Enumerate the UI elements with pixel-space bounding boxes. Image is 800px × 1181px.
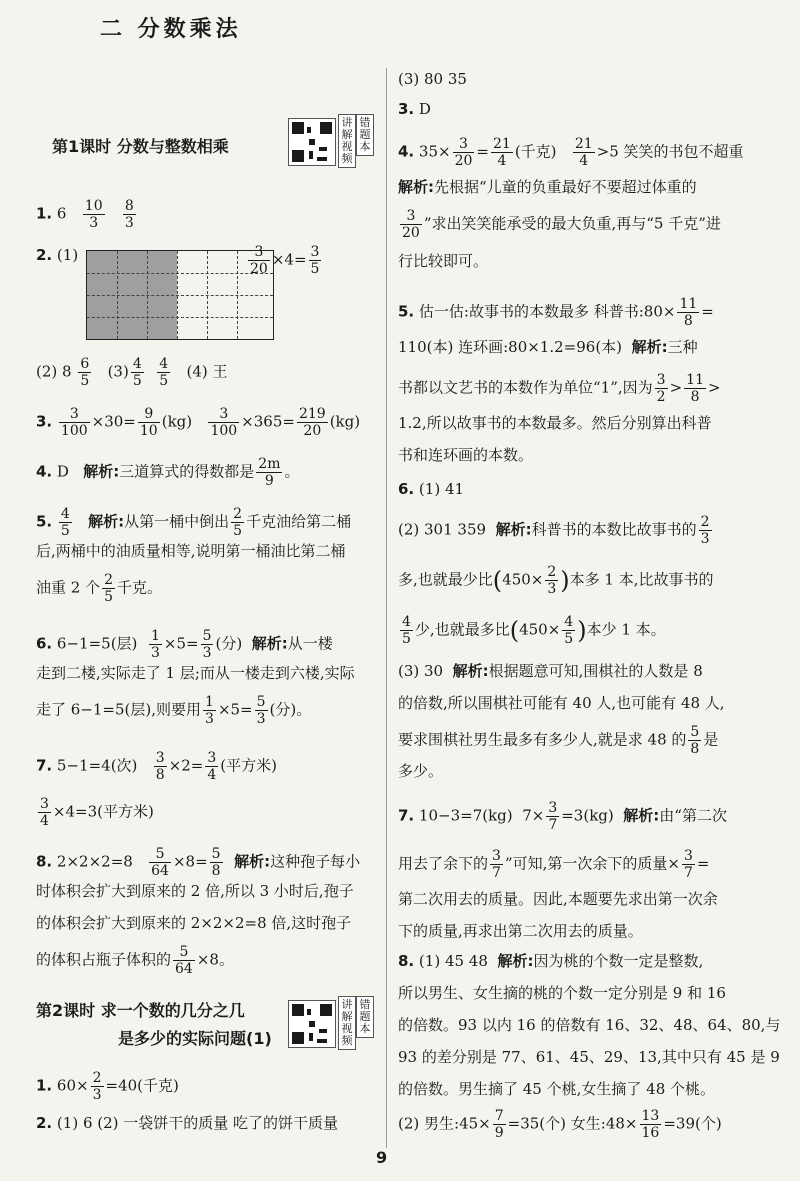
answer-r5: 5. 估一估:故事书的本数最多 科普书:80× $\frac{11}{8}$ = <box>398 296 714 329</box>
answer-8-line3: 的体积会扩大到原来的 2×2×2=8 倍,这时孢子 <box>36 914 352 932</box>
answer-r6-part3-line2: 的倍数,所以围棋社可能有 40 人,也可能有 48 人, <box>398 694 725 712</box>
qr-code-icon[interactable] <box>288 118 336 166</box>
answer-8: 8. 2×2×2=8 $\frac{5}{64}$ ×8= $\frac{5}{8}$ 解析:这种孢子每小 <box>36 846 361 879</box>
answer-2-parts: (2) 8 $\frac{6}{5}$ (3) $\frac{4}{5}$ $\frac{4}{5}$ (4) 王 <box>36 356 228 389</box>
answer-r7: 7. 10−3=7(kg) 7× $\frac{3}{7}$ =3(kg) 解析:由“第二次 <box>398 800 727 833</box>
chapter-title: 二 分数乘法 <box>100 17 242 42</box>
answer-r8-line3: 的倍数。93 以内 16 的倍数有 16、32、48、64、80,与 <box>398 1016 781 1034</box>
answer-6-line2: 走到二楼,实际走了 1 层;而从一楼走到六楼,实际 <box>36 664 355 682</box>
answer-7: 7. 5−1=4(次) $\frac{3}{8}$ ×2= $\frac{3}{4}$ (平方米) <box>36 750 277 783</box>
answer-r5-line3: 书都以文艺书的本数作为单位“1”,因为 $\frac{3}{2}$ > $\frac{11}{8}$ > <box>398 372 721 405</box>
answer-r4-analysis3: 行比较即可。 <box>398 252 489 270</box>
answer-5: 5. $\frac{4}{5}$ 解析:从第一桶中倒出 $\frac{2}{5}$ 千克油给第二桶 <box>36 506 352 539</box>
answer-r8-line4: 93 的差分别是 77、61、45、29、13,其中只有 45 是 9 <box>398 1048 780 1066</box>
answer-r6: 6. (1) 41 <box>398 480 465 498</box>
answer-r6-part2-line3: $\frac{4}{5}$ 少,也就最多比(450× $\frac{4}{5}$ )本少 1 本。 <box>402 614 666 647</box>
answer-r4-analysis1: 解析:先根据“儿童的负重最好不要超过体重的 <box>398 178 697 196</box>
video-label: 讲解视频 <box>338 996 356 1050</box>
answer-r7-line4: 下的质量,再求出第二次用去的质量。 <box>398 922 643 940</box>
answer-2-label: 2. (1) <box>36 246 79 264</box>
answer-6: 6. 6−1=5(层) $\frac{1}{3}$ ×5= $\frac{5}{3}$ (分) 解析:从一楼 <box>36 628 333 661</box>
error-book-badge: 错题本 <box>356 996 374 1038</box>
lesson-1-title: 第1课时 分数与整数相乘 <box>52 137 229 156</box>
answer-r5-line4: 1.2,所以故事书的本数最多。然后分别算出科普 <box>398 414 712 432</box>
answer-r6-part2: (2) 301 359 解析:科普书的本数比故事书的 $\frac{2}{3}$ <box>398 514 710 547</box>
lesson-2-title-line1: 第2课时 求一个数的几分之几 <box>36 1001 245 1020</box>
answer-r6-part3: (3) 30 解析:根据题意可知,围棋社的人数是 8 <box>398 662 703 680</box>
error-book-badge: 错题本 <box>356 114 374 156</box>
answer-r6-part3-line3: 要求围棋社男生最多有多少人,就是求 48 的 $\frac{5}{8}$ 是 <box>398 724 719 757</box>
answer-r7-line3: 第二次用去的质量。因此,本题要先求出第一次余 <box>398 890 718 908</box>
answer-8-line4: 的体积占瓶子体积的 $\frac{5}{64}$ ×8。 <box>36 944 234 977</box>
answer-r6-part2-line2: 多,也就最少比(450× $\frac{2}{3}$ )本多 1 本,比故事书的 <box>398 564 714 597</box>
answer-8-line2: 时体积会扩大到原来的 2 倍,所以 3 小时后,孢子 <box>36 882 354 900</box>
answer-r5-line2: 110(本) 连环画:80×1.2=96(本) 解析:三种 <box>398 338 698 356</box>
answer-r0: (3) 80 35 <box>398 70 467 88</box>
answer-7-line2: $\frac{3}{4}$ ×4=3(平方米) <box>40 796 154 829</box>
answer-r4-analysis2: $\frac{3}{20}$ ”求出笑笑能承受的最大负重,再与“5 千克”进 <box>402 208 721 241</box>
answer-5-line2: 后,两桶中的油质量相等,说明第一桶油比第二桶 <box>36 542 346 560</box>
answer-3: 3. $\frac{3}{100}$ ×30= $\frac{9}{10}$ (kg) $\frac{3}{100}$ ×365= $\frac{219}{20}$ (kg) <box>36 406 361 439</box>
answer-1: 1. 6 $\frac{10}{3}$ $\frac{8}{3}$ <box>36 198 134 231</box>
answer-2-equation: $\frac{3}{20}$ ×4= $\frac{3}{5}$ <box>250 244 320 277</box>
answer-r4: 4. 35× $\frac{3}{20}$ = $\frac{21}{4}$ (千克) $\frac{21}{4}$ >5 笑笑的书包不超重 <box>398 136 744 169</box>
answer-r8: 8. (1) 45 48 解析:因为桃的个数一定是整数, <box>398 952 704 970</box>
lesson-2-title-line2: 是多少的实际问题(1) <box>118 1029 272 1048</box>
answer-r8-line6: (2) 男生:45× $\frac{7}{9}$ =35(个) 女生:48× $\frac{13}{16}$ =39(个) <box>398 1108 722 1141</box>
answer-4: 4. D 解析:三道算式的得数都是 $\frac{2m}{9}$ 。 <box>36 456 300 489</box>
answer-r3: 3. D <box>398 100 431 118</box>
answer-r6-part3-line4: 多少。 <box>398 762 444 780</box>
answer-r8-line2: 所以男生、女生摘的桃的个数一定分别是 9 和 16 <box>398 984 726 1002</box>
answer-r7-line2: 用去了余下的 $\frac{3}{7}$ ”可知,第一次余下的质量× $\frac{3}{7}$ = <box>398 848 710 881</box>
lesson2-answer-2: 2. (1) 6 (2) 一袋饼干的质量 吃了的饼干质量 <box>36 1114 339 1132</box>
lesson2-answer-1: 1. 60× $\frac{2}{3}$ =40(千克) <box>36 1070 179 1103</box>
answer-5-line3: 油重 2 个 $\frac{2}{5}$ 千克。 <box>36 572 163 605</box>
answer-r5-line5: 书和连环画的本数。 <box>398 446 534 464</box>
video-label: 讲解视频 <box>338 114 356 168</box>
answer-r8-line5: 的倍数。男生摘了 45 个桃,女生摘了 48 个桃。 <box>398 1080 716 1098</box>
answer-6-line3: 走了 6−1=5(层),则要用 $\frac{1}{3}$ ×5= $\frac{5}{3}$ (分)。 <box>36 694 312 727</box>
page-number: 9 <box>376 1148 388 1167</box>
column-divider <box>386 68 387 1148</box>
qr-code-icon[interactable] <box>288 1000 336 1048</box>
